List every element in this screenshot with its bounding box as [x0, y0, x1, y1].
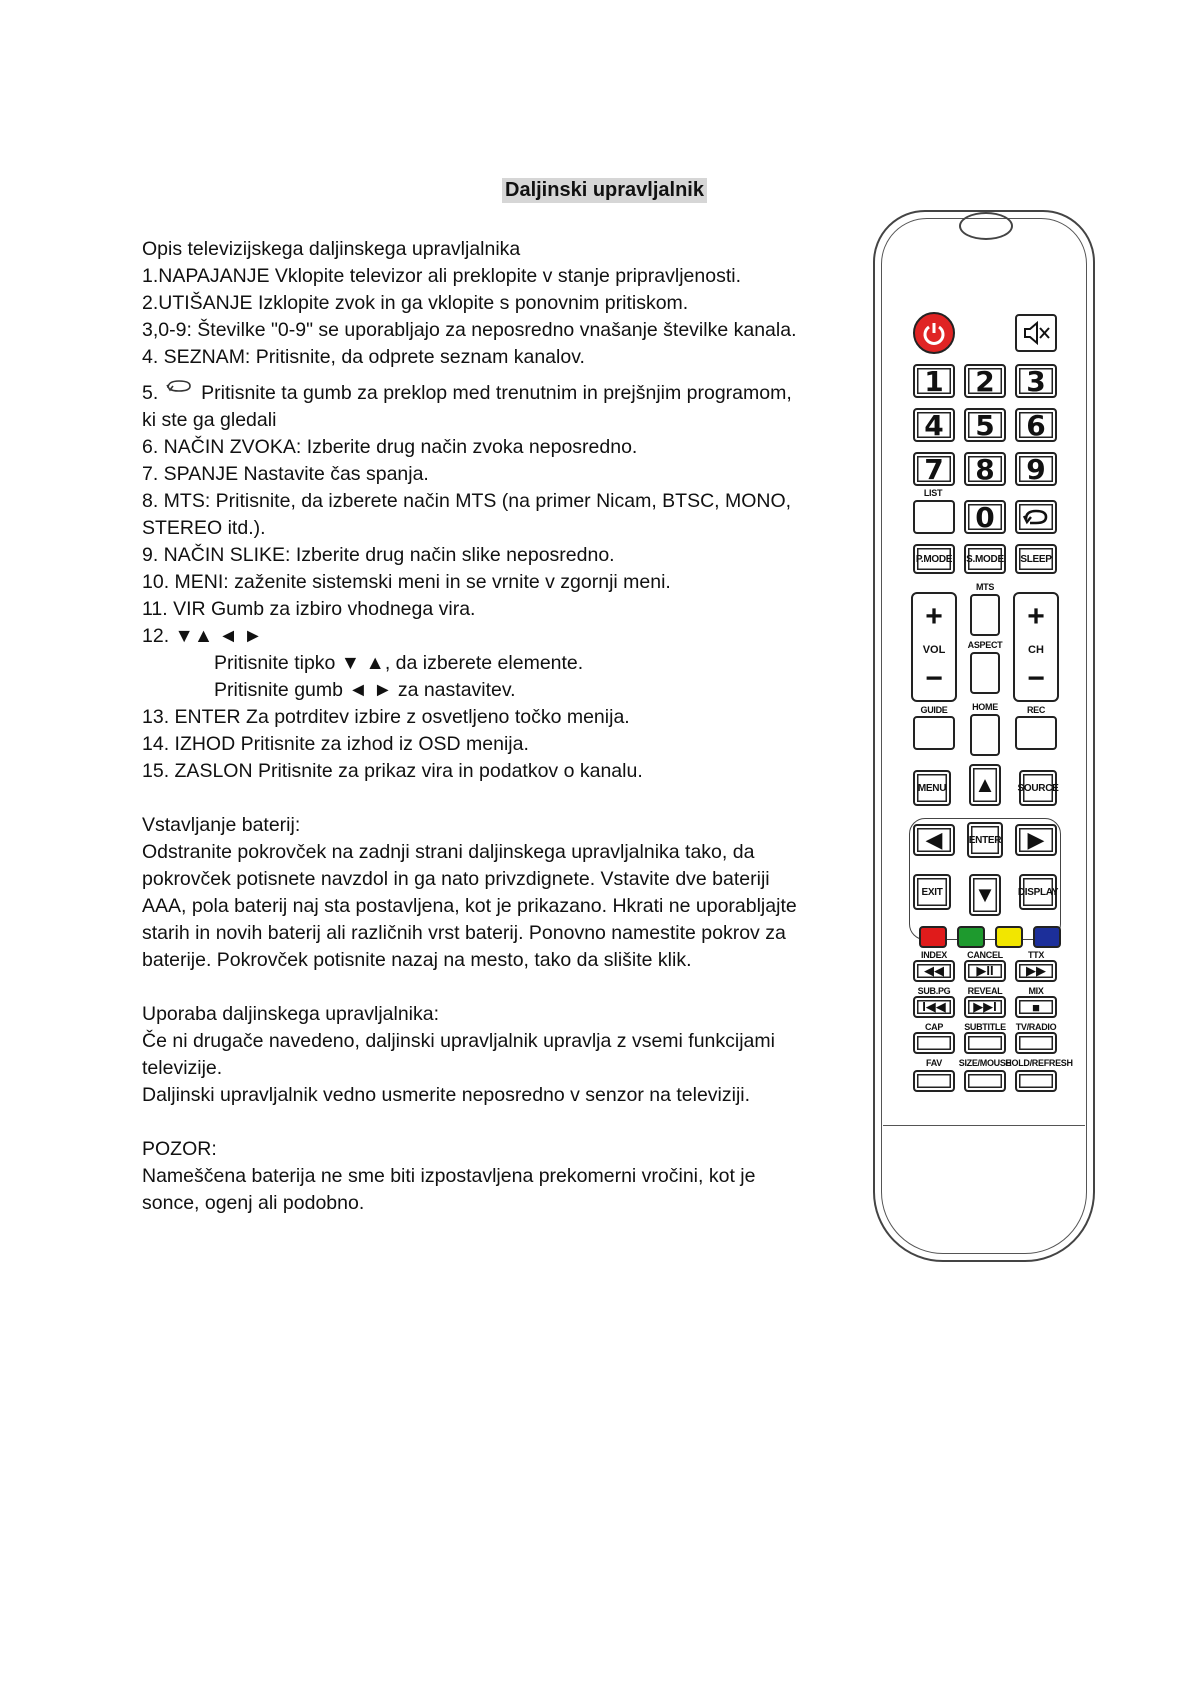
sound-mode-button: S.MODE: [964, 544, 1006, 574]
display-button: DISPLAY: [1019, 874, 1057, 910]
tvradio-label: TV/RADIO: [1015, 1022, 1057, 1032]
item-14: 14. IZHOD Pritisnite za izhod iz OSD menija.: [142, 733, 529, 755]
digit-5-button: 5: [964, 408, 1006, 442]
rewind-button: ◀◀: [913, 960, 955, 982]
volume-label: VOL: [922, 644, 946, 656]
battery-line: AAA, pola baterij naj sta postavljena, kot je prikazano. Hkrati ne uporabljajte: [142, 895, 797, 917]
channel-rocker: [1013, 592, 1059, 702]
right-button: ▶: [1015, 824, 1057, 856]
item-9: 9. NAČIN SLIKE: Izberite drug način slike neposredno.: [142, 544, 615, 566]
power-button: [913, 312, 955, 354]
warning-line: Nameščena baterija ne sme biti izpostavljena prekomerni vročini, kot je: [142, 1165, 756, 1187]
rec-button: [1015, 716, 1057, 750]
source-button: SOURCE: [1019, 770, 1057, 806]
holdrefresh-button: [1015, 1070, 1057, 1092]
next-button: ▶▶I: [964, 996, 1006, 1018]
digit-8-button: 8: [964, 452, 1006, 486]
digit-6-button: 6: [1015, 408, 1057, 442]
remote-illustration: [873, 210, 1095, 1262]
battery-line: Odstranite pokrovček na zadnji strani daljinskega upravljalnika tako, da: [142, 841, 755, 863]
item-5-number: 5.: [142, 382, 159, 404]
guide-label: GUIDE: [920, 705, 948, 715]
play-pause-button: ▶II: [964, 960, 1006, 982]
item-5-cont: ki ste ga gledali: [142, 409, 277, 431]
guide-button: [913, 716, 955, 750]
cap-button: [913, 1032, 955, 1054]
picture-mode-button: P.MODE: [913, 544, 955, 574]
volume-down-icon: −: [925, 662, 943, 695]
mute-button: [1015, 314, 1057, 352]
item-12-b: Pritisnite gumb ◄ ► za nastavitev.: [214, 679, 516, 701]
item-6: 6. NAČIN ZVOKA: Izberite drug način zvoka neposredno.: [142, 436, 638, 458]
item-5: [142, 379, 842, 407]
stop-button: ■: [1015, 996, 1057, 1018]
power-icon: [921, 320, 947, 346]
fast-forward-button: ▶▶: [1015, 960, 1057, 982]
item-12: 12. ▼▲ ◄ ►: [142, 625, 263, 647]
ttx-label: TTX: [1027, 950, 1045, 960]
sleep-button: SLEEP: [1015, 544, 1057, 574]
recall-button: [1015, 500, 1057, 534]
description-text: [142, 236, 842, 1217]
battery-cover-line: [883, 1125, 1085, 1126]
battery-line: baterije. Pokrovček potisnite nazaj na mesto, tako da slišite klik.: [142, 949, 692, 971]
exit-button: EXIT: [913, 874, 951, 910]
blue-button: [1033, 926, 1061, 948]
fav-button: [913, 1070, 955, 1092]
item-12-a: Pritisnite tipko ▼ ▲, da izberete elemente.: [214, 652, 584, 674]
sizemouse-label: SIZE/MOUSE: [958, 1058, 1012, 1068]
item-5-text: Pritisnite ta gumb za preklop med trenutnim in prejšnjim programom,: [201, 382, 792, 404]
subtitle-label: SUBTITLE: [964, 1022, 1006, 1032]
green-button: [957, 926, 985, 948]
channel-up-icon: +: [1027, 600, 1045, 633]
reveal-label: REVEAL: [967, 986, 1003, 996]
recall-icon: [1021, 508, 1051, 526]
usage-line: Daljinski upravljalnik vedno usmerite neposredno v senzor na televiziji.: [142, 1084, 751, 1106]
menu-button: MENU: [913, 770, 951, 806]
item-2: 2.UTIŠANJE Izklopite zvok in ga vklopite s ponovnim pritiskom.: [142, 292, 689, 314]
yellow-button: [995, 926, 1023, 948]
item-1: 1.NAPAJANJE Vklopite televizor ali preklopite v stanje pripravljenosti.: [142, 265, 741, 287]
item-10: 10. MENI: zaženite sistemski meni in se vrnite v zgornji meni.: [142, 571, 671, 593]
mix-label: MIX: [1028, 986, 1044, 996]
battery-line: pokrovček potisnete navzdol in ga nato privzdignete. Vstavite dve bateriji: [142, 868, 770, 890]
aspect-button: [970, 652, 1000, 694]
mts-button: [970, 594, 1000, 636]
warning-heading: POZOR:: [142, 1138, 217, 1160]
cycle-icon: [164, 379, 194, 393]
fav-label: FAV: [926, 1058, 942, 1068]
holdrefresh-label: HOLD/REFRESH: [1005, 1058, 1073, 1068]
tvradio-button: [1015, 1032, 1057, 1054]
up-button: ▲: [969, 764, 1001, 806]
rec-label: REC: [1026, 705, 1046, 715]
battery-line: starih in novih baterij ali različnih vrst baterij. Ponovno namestite pokrov za: [142, 922, 786, 944]
list-label: LIST: [923, 488, 943, 498]
cancel-label: CANCEL: [967, 950, 1003, 960]
digit-0-button: 0: [964, 500, 1006, 534]
ir-window: [959, 212, 1013, 240]
subtitle-button: [964, 1032, 1006, 1054]
item-8-cont: STEREO itd.).: [142, 517, 266, 539]
left-button: ◀: [913, 824, 955, 856]
digit-4-button: 4: [913, 408, 955, 442]
digit-7-button: 7: [913, 452, 955, 486]
sizemouse-button: [964, 1070, 1006, 1092]
list-button: [913, 500, 955, 534]
usage-heading: Uporaba daljinskega upravljalnika:: [142, 1003, 440, 1025]
warning-line: sonce, ogenj ali podobno.: [142, 1192, 365, 1214]
channel-down-icon: −: [1027, 662, 1045, 695]
item-13: 13. ENTER Za potrditev izbire z osvetljeno točko menija.: [142, 706, 630, 728]
channel-label: CH: [1028, 644, 1044, 656]
cap-label: CAP: [924, 1022, 944, 1032]
digit-3-button: 3: [1015, 364, 1057, 398]
intro-line: Opis televizijskega daljinskega upravljalnika: [142, 238, 521, 260]
usage-line: Če ni drugače navedeno, daljinski upravljalnik upravlja z vsemi funkcijami: [142, 1030, 775, 1052]
item-3: 3,0-9: Številke "0-9" se uporabljajo za neposredno vnašanje številke kanala.: [142, 319, 797, 341]
item-11: 11. VIR Gumb za izbiro vhodnega vira.: [142, 598, 476, 620]
digit-2-button: 2: [964, 364, 1006, 398]
item-7: 7. SPANJE Nastavite čas spanja.: [142, 463, 429, 485]
usage-line: televizije.: [142, 1057, 223, 1079]
item-8: 8. MTS: Pritisnite, da izberete način MTS (na primer Nicam, BTSC, MONO,: [142, 490, 792, 512]
page-title: Daljinski upravljalnik: [502, 178, 707, 203]
mts-label: MTS: [975, 582, 995, 592]
red-button: [919, 926, 947, 948]
down-button: ▼: [969, 874, 1001, 916]
digit-9-button: 9: [1015, 452, 1057, 486]
mute-icon: [1021, 320, 1051, 346]
aspect-label: ASPECT: [967, 640, 1003, 650]
subpg-label: SUB.PG: [917, 986, 951, 996]
item-15: 15. ZASLON Pritisnite za prikaz vira in podatkov o kanalu.: [142, 760, 643, 782]
home-button: [970, 714, 1000, 756]
home-label: HOME: [972, 702, 998, 712]
battery-heading: Vstavljanje baterij:: [142, 814, 301, 836]
volume-up-icon: +: [925, 600, 943, 633]
index-label: INDEX: [920, 950, 948, 960]
item-4: 4. SEZNAM: Pritisnite, da odprete seznam kanalov.: [142, 346, 585, 368]
digit-1-button: 1: [913, 364, 955, 398]
enter-button: ENTER: [967, 822, 1003, 858]
volume-rocker: [911, 592, 957, 702]
previous-button: I◀◀: [913, 996, 955, 1018]
